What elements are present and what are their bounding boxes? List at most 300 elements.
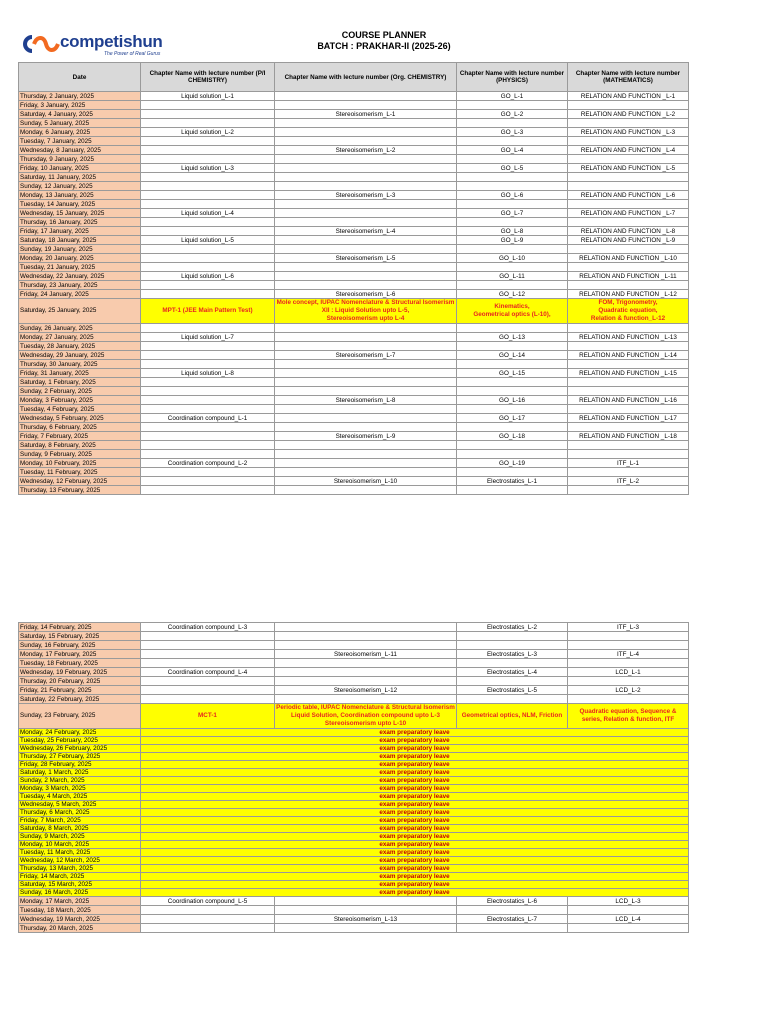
table-row (19, 272, 689, 281)
leave-note-cell: exam preparatory leave (141, 833, 689, 841)
physics-cell: GO_L-3 (457, 128, 568, 137)
mathematics-cell: RELATION AND FUNCTION _L-7 (568, 209, 689, 218)
date-cell: Friday, 3 January, 2025 (19, 101, 141, 110)
org-chemistry-cell (275, 272, 457, 281)
date-cell: Tuesday, 28 January, 2025 (19, 342, 141, 351)
org-chemistry-cell (275, 468, 457, 477)
org-chemistry-cell: Stereoisomerism_L-4 (275, 227, 457, 236)
date-cell: Monday, 13 January, 2025 (19, 191, 141, 200)
pi-chemistry-cell: Coordination compound_L-5 (141, 897, 275, 906)
date-cell: Friday, 14 March, 2025 (19, 873, 141, 881)
mathematics-cell: RELATION AND FUNCTION _L-14 (568, 351, 689, 360)
physics-cell: GO_L-10 (457, 254, 568, 263)
physics-cell (457, 263, 568, 272)
pi-chemistry-cell (141, 677, 275, 686)
pi-chemistry-cell: Liquid solution_L-4 (141, 209, 275, 218)
pi-chemistry-cell: MPT-1 (JEE Main Pattern Test) (141, 299, 275, 324)
table-row (19, 290, 689, 299)
physics-cell: GO_L-5 (457, 164, 568, 173)
physics-cell: GO_L-9 (457, 236, 568, 245)
table-row (19, 641, 689, 650)
physics-cell (457, 450, 568, 459)
physics-cell: GO_L-4 (457, 146, 568, 155)
org-chemistry-cell (275, 378, 457, 387)
date-cell: Thursday, 16 January, 2025 (19, 218, 141, 227)
pi-chemistry-cell (141, 695, 275, 704)
date-cell: Wednesday, 5 February, 2025 (19, 414, 141, 423)
pi-chemistry-cell (141, 360, 275, 369)
table-row (19, 324, 689, 333)
date-cell: Thursday, 13 February, 2025 (19, 486, 141, 495)
physics-cell: GO_L-13 (457, 333, 568, 342)
date-cell: Saturday, 18 January, 2025 (19, 236, 141, 245)
org-chemistry-cell: Periodic table, IUPAC Nomenclature & Structural Isomerism Liquid Solution, Coordination compound upto L-3 Stereoisomerism upto L-10 (276, 704, 455, 727)
table-row (19, 459, 689, 468)
physics-cell (457, 137, 568, 146)
table-row (19, 695, 689, 704)
physics-cell: GO_L-1 (457, 92, 568, 101)
physics-cell: Electrostatics_L-6 (457, 897, 568, 906)
mathematics-cell: RELATION AND FUNCTION _L-16 (568, 396, 689, 405)
table-row (19, 468, 689, 477)
mathematics-cell (568, 182, 689, 191)
date-cell: Tuesday, 4 March, 2025 (19, 793, 141, 801)
physics-cell (457, 245, 568, 254)
table-row (19, 623, 689, 632)
org-chemistry-cell (275, 182, 457, 191)
physics-cell (457, 405, 568, 414)
date-cell: Friday, 17 January, 2025 (19, 227, 141, 236)
date-cell: Wednesday, 15 January, 2025 (19, 209, 141, 218)
physics-cell: GO_L-17 (457, 414, 568, 423)
org-chemistry-cell (275, 342, 457, 351)
org-chemistry-cell (275, 459, 457, 468)
pi-chemistry-cell (141, 324, 275, 333)
table-row (19, 477, 689, 486)
date-cell: Monday, 27 January, 2025 (19, 333, 141, 342)
date-cell: Sunday, 9 March, 2025 (19, 833, 141, 841)
org-chemistry-cell (275, 218, 457, 227)
org-chemistry-cell: Stereoisomerism_L-10 (275, 477, 457, 486)
date-cell: Thursday, 2 January, 2025 (19, 92, 141, 101)
table-row (19, 128, 689, 137)
mathematics-cell (568, 677, 689, 686)
physics-cell: GO_L-14 (457, 351, 568, 360)
pi-chemistry-cell (141, 450, 275, 459)
date-cell: Wednesday, 12 March, 2025 (19, 857, 141, 865)
physics-cell: Electrostatics_L-7 (457, 915, 568, 924)
leave-row (19, 809, 689, 817)
table-row (19, 200, 689, 209)
physics-cell: GO_L-7 (457, 209, 568, 218)
page-title: COURSE PLANNER (341, 30, 427, 40)
date-cell: Friday, 14 February, 2025 (19, 623, 141, 632)
date-cell: Saturday, 25 January, 2025 (19, 299, 141, 324)
org-chemistry-cell (275, 281, 457, 290)
pi-chemistry-cell (141, 281, 275, 290)
date-cell: Wednesday, 8 January, 2025 (19, 146, 141, 155)
date-cell: Sunday, 16 March, 2025 (19, 889, 141, 897)
table-row (19, 218, 689, 227)
mathematics-cell (568, 378, 689, 387)
physics-cell (457, 101, 568, 110)
leave-note-cell: exam preparatory leave (141, 793, 689, 801)
planner-body-page-2 (19, 623, 689, 933)
pi-chemistry-cell (141, 173, 275, 182)
mathematics-cell: LCD_L-3 (568, 897, 689, 906)
mathematics-cell: RELATION AND FUNCTION _L-3 (568, 128, 689, 137)
pi-chemistry-cell (141, 290, 275, 299)
org-chemistry-cell: Stereoisomerism_L-3 (275, 191, 457, 200)
mathematics-cell (568, 155, 689, 164)
pi-chemistry-cell: MCT-1 (141, 704, 275, 729)
physics-cell: GO_L-19 (457, 459, 568, 468)
leave-note-cell: exam preparatory leave (141, 769, 689, 777)
physics-cell (457, 173, 568, 182)
org-chemistry-cell: Mole concept, IUPAC Nomenclature & Structural Isomerism XII : Liquid Solution upto L-5, Stereoisomerism upto L-4 (275, 299, 457, 324)
leave-row (19, 785, 689, 793)
table-row (19, 342, 689, 351)
physics-cell: Electrostatics_L-3 (457, 650, 568, 659)
org-chemistry-cell (275, 164, 457, 173)
table-row (19, 668, 689, 677)
table-row (19, 405, 689, 414)
org-chemistry-cell (275, 155, 457, 164)
table-row (19, 146, 689, 155)
physics-cell: GO_L-2 (457, 110, 568, 119)
pi-chemistry-cell (141, 110, 275, 119)
date-cell: Saturday, 1 March, 2025 (19, 769, 141, 777)
mathematics-cell (568, 360, 689, 369)
table-row (19, 450, 689, 459)
mathematics-cell: RELATION AND FUNCTION _L-6 (568, 191, 689, 200)
table-row (19, 155, 689, 164)
table-row (19, 227, 689, 236)
org-chemistry-cell (275, 245, 457, 254)
pi-chemistry-cell: Liquid solution_L-1 (141, 92, 275, 101)
date-cell: Thursday, 9 January, 2025 (19, 155, 141, 164)
date-cell: Friday, 31 January, 2025 (19, 369, 141, 378)
table-row (19, 441, 689, 450)
logo-wordmark: competishun (60, 32, 163, 51)
date-cell: Saturday, 4 January, 2025 (19, 110, 141, 119)
mathematics-cell (568, 218, 689, 227)
date-cell: Sunday, 9 February, 2025 (19, 450, 141, 459)
org-chemistry-cell (275, 324, 457, 333)
pi-chemistry-cell (141, 686, 275, 695)
mathematics-cell (568, 695, 689, 704)
table-row (19, 101, 689, 110)
date-cell: Wednesday, 12 February, 2025 (19, 477, 141, 486)
org-chemistry-cell (275, 101, 457, 110)
table-row (19, 387, 689, 396)
leave-row (19, 793, 689, 801)
mathematics-cell (568, 137, 689, 146)
physics-cell (457, 677, 568, 686)
pi-chemistry-cell: Liquid solution_L-3 (141, 164, 275, 173)
leave-row (19, 761, 689, 769)
pi-chemistry-cell (141, 659, 275, 668)
leave-row (19, 745, 689, 753)
pi-chemistry-cell (141, 396, 275, 405)
org-chemistry-cell (275, 209, 457, 218)
pi-chemistry-cell (141, 119, 275, 128)
date-cell: Sunday, 16 February, 2025 (19, 641, 141, 650)
physics-cell: Kinematics, Geometrical optics (L-10), (457, 299, 568, 324)
org-chemistry-cell (275, 677, 457, 686)
mathematics-cell (568, 387, 689, 396)
leave-note-cell: exam preparatory leave (141, 785, 689, 793)
leave-row (19, 817, 689, 825)
mathematics-cell: RELATION AND FUNCTION _L-15 (568, 369, 689, 378)
pi-chemistry-cell (141, 405, 275, 414)
date-cell: Monday, 3 March, 2025 (19, 785, 141, 793)
date-cell: Saturday, 15 March, 2025 (19, 881, 141, 889)
pi-chemistry-cell (141, 632, 275, 641)
table-row (19, 432, 689, 441)
pi-chemistry-cell (141, 387, 275, 396)
pi-chemistry-cell (141, 468, 275, 477)
leave-row (19, 737, 689, 745)
date-cell: Monday, 3 February, 2025 (19, 396, 141, 405)
leave-note-cell: exam preparatory leave (141, 865, 689, 873)
mathematics-cell (568, 342, 689, 351)
org-chemistry-cell: Stereoisomerism_L-7 (275, 351, 457, 360)
mathematics-cell: ITF_L-3 (568, 623, 689, 632)
leave-note-cell: exam preparatory leave (141, 729, 689, 737)
physics-cell (457, 342, 568, 351)
date-cell: Tuesday, 11 February, 2025 (19, 468, 141, 477)
pi-chemistry-cell (141, 342, 275, 351)
table-row (19, 333, 689, 342)
pi-chemistry-cell: Liquid solution_L-6 (141, 272, 275, 281)
org-chemistry-cell (275, 695, 457, 704)
mathematics-cell: RELATION AND FUNCTION _L-18 (568, 432, 689, 441)
org-chemistry-cell (275, 668, 457, 677)
leave-row (19, 849, 689, 857)
header-date: Date (19, 63, 141, 92)
physics-cell (457, 182, 568, 191)
leave-note-cell: exam preparatory leave (141, 745, 689, 753)
mathematics-cell: RELATION AND FUNCTION _L-9 (568, 236, 689, 245)
leave-note-cell: exam preparatory leave (141, 753, 689, 761)
leave-note-cell: exam preparatory leave (141, 801, 689, 809)
table-row (19, 897, 689, 906)
table-header-row (19, 63, 689, 92)
table-row (19, 378, 689, 387)
physics-cell (457, 360, 568, 369)
date-cell: Sunday, 2 March, 2025 (19, 777, 141, 785)
leave-row (19, 857, 689, 865)
mathematics-cell (568, 324, 689, 333)
table-row (19, 119, 689, 128)
pi-chemistry-cell (141, 477, 275, 486)
date-cell: Thursday, 6 March, 2025 (19, 809, 141, 817)
date-cell: Saturday, 8 February, 2025 (19, 441, 141, 450)
org-chemistry-cell (275, 641, 457, 650)
date-cell: Wednesday, 26 February, 2025 (19, 745, 141, 753)
org-chemistry-cell (275, 200, 457, 209)
physics-cell: Electrostatics_L-1 (457, 477, 568, 486)
pi-chemistry-cell (141, 915, 275, 924)
mathematics-cell: ITF_L-2 (568, 477, 689, 486)
mathematics-cell: RELATION AND FUNCTION _L-17 (568, 414, 689, 423)
org-chemistry-cell (275, 263, 457, 272)
physics-cell (457, 387, 568, 396)
physics-cell: Electrostatics_L-2 (457, 623, 568, 632)
physics-cell: Geometrical optics, NLM, Friction (457, 704, 568, 729)
date-cell: Tuesday, 18 February, 2025 (19, 659, 141, 668)
table-row (19, 632, 689, 641)
pi-chemistry-cell (141, 191, 275, 200)
pi-chemistry-cell: Liquid solution_L-2 (141, 128, 275, 137)
org-chemistry-cell (275, 924, 457, 933)
pi-chemistry-cell: Coordination compound_L-3 (141, 623, 275, 632)
org-chemistry-cell (275, 423, 457, 432)
table-row (19, 164, 689, 173)
planner-body-page-1 (19, 92, 689, 495)
table-row (19, 137, 689, 146)
org-chemistry-cell (275, 236, 457, 245)
header-physics: Chapter Name with lecture number (PHYSICS) (457, 63, 568, 92)
date-cell: Wednesday, 19 February, 2025 (19, 668, 141, 677)
mathematics-cell: RELATION AND FUNCTION _L-8 (568, 227, 689, 236)
mathematics-cell: ITF_L-4 (568, 650, 689, 659)
org-chemistry-cell (275, 173, 457, 182)
org-chemistry-cell (275, 405, 457, 414)
leave-row (19, 825, 689, 833)
date-cell: Monday, 20 January, 2025 (19, 254, 141, 263)
date-cell: Wednesday, 19 March, 2025 (19, 915, 141, 924)
org-chemistry-cell: Stereoisomerism_L-2 (275, 146, 457, 155)
mathematics-cell (568, 245, 689, 254)
pi-chemistry-cell (141, 423, 275, 432)
mathematics-cell (568, 173, 689, 182)
leave-note-cell: exam preparatory leave (141, 849, 689, 857)
mathematics-cell: RELATION AND FUNCTION _L-13 (568, 333, 689, 342)
header-mathematics: Chapter Name with lecture number (MATHEMATICS) (568, 63, 689, 92)
table-row (19, 182, 689, 191)
physics-cell (457, 423, 568, 432)
leave-row (19, 753, 689, 761)
org-chemistry-cell: Stereoisomerism_L-6 (275, 290, 457, 299)
date-cell: Tuesday, 7 January, 2025 (19, 137, 141, 146)
table-row (19, 396, 689, 405)
org-chemistry-cell (275, 450, 457, 459)
physics-cell (457, 218, 568, 227)
mathematics-cell (568, 924, 689, 933)
pi-chemistry-cell (141, 101, 275, 110)
pi-chemistry-cell: Coordination compound_L-1 (141, 414, 275, 423)
date-cell: Wednesday, 5 March, 2025 (19, 801, 141, 809)
org-chemistry-cell (275, 92, 457, 101)
table-row (19, 659, 689, 668)
date-cell: Saturday, 15 February, 2025 (19, 632, 141, 641)
pi-chemistry-cell (141, 432, 275, 441)
date-cell: Friday, 10 January, 2025 (19, 164, 141, 173)
test-row (19, 299, 689, 324)
mathematics-cell (568, 263, 689, 272)
mathematics-cell: LCD_L-1 (568, 668, 689, 677)
leave-row (19, 889, 689, 897)
leave-note-cell: exam preparatory leave (141, 857, 689, 865)
org-chemistry-cell: Stereoisomerism_L-12 (275, 686, 457, 695)
date-cell: Tuesday, 21 January, 2025 (19, 263, 141, 272)
table-row (19, 369, 689, 378)
batch-title: BATCH : PRAKHAR-II (2025-26) (317, 41, 451, 51)
table-row (19, 236, 689, 245)
physics-cell: Electrostatics_L-4 (457, 668, 568, 677)
org-chemistry-cell (275, 659, 457, 668)
pi-chemistry-cell (141, 650, 275, 659)
leave-row (19, 881, 689, 889)
pi-chemistry-cell (141, 351, 275, 360)
physics-cell (457, 906, 568, 915)
pi-chemistry-cell: Liquid solution_L-5 (141, 236, 275, 245)
mathematics-cell (568, 906, 689, 915)
leave-note-cell: exam preparatory leave (141, 817, 689, 825)
date-cell: Sunday, 26 January, 2025 (19, 324, 141, 333)
mathematics-cell (568, 119, 689, 128)
mathematics-cell (568, 423, 689, 432)
date-cell: Tuesday, 18 March, 2025 (19, 906, 141, 915)
date-cell: Monday, 17 March, 2025 (19, 897, 141, 906)
mathematics-cell (568, 405, 689, 414)
date-cell: Sunday, 2 February, 2025 (19, 387, 141, 396)
table-row (19, 92, 689, 101)
date-cell: Sunday, 5 January, 2025 (19, 119, 141, 128)
mathematics-cell: Quadratic equation, Sequence & series, Relation & function, ITF (568, 704, 689, 729)
date-cell: Monday, 17 February, 2025 (19, 650, 141, 659)
table-row (19, 360, 689, 369)
header-org-chemistry: Chapter Name with lecture number (Org. CHEMISTRY) (275, 63, 457, 92)
leave-note-cell: exam preparatory leave (141, 737, 689, 745)
physics-cell: GO_L-16 (457, 396, 568, 405)
pi-chemistry-cell: Coordination compound_L-2 (141, 459, 275, 468)
leave-note-cell: exam preparatory leave (141, 777, 689, 785)
table-row (19, 915, 689, 924)
physics-cell: GO_L-6 (457, 191, 568, 200)
org-chemistry-cell (275, 414, 457, 423)
table-row (19, 650, 689, 659)
org-chemistry-cell: Stereoisomerism_L-11 (275, 650, 457, 659)
pi-chemistry-cell (141, 200, 275, 209)
leave-row (19, 801, 689, 809)
physics-cell (457, 281, 568, 290)
leave-row (19, 729, 689, 737)
date-cell: Tuesday, 11 March, 2025 (19, 849, 141, 857)
table-row (19, 677, 689, 686)
test-row (19, 704, 689, 729)
pi-chemistry-cell (141, 441, 275, 450)
leave-note-cell: exam preparatory leave (141, 841, 689, 849)
leave-note-cell: exam preparatory leave (141, 809, 689, 817)
date-cell: Thursday, 20 February, 2025 (19, 677, 141, 686)
org-chemistry-cell: Stereoisomerism_L-8 (275, 396, 457, 405)
date-cell: Tuesday, 14 January, 2025 (19, 200, 141, 209)
org-chemistry-cell (275, 906, 457, 915)
date-cell: Sunday, 23 February, 2025 (19, 704, 141, 729)
leave-note-cell: exam preparatory leave (141, 825, 689, 833)
physics-cell (457, 468, 568, 477)
leave-note-cell: exam preparatory leave (141, 761, 689, 769)
org-chemistry-cell (275, 137, 457, 146)
date-cell: Friday, 21 February, 2025 (19, 686, 141, 695)
pi-chemistry-cell (141, 227, 275, 236)
date-cell: Tuesday, 4 February, 2025 (19, 405, 141, 414)
pi-chemistry-cell (141, 245, 275, 254)
leave-note-cell: exam preparatory leave (141, 873, 689, 881)
